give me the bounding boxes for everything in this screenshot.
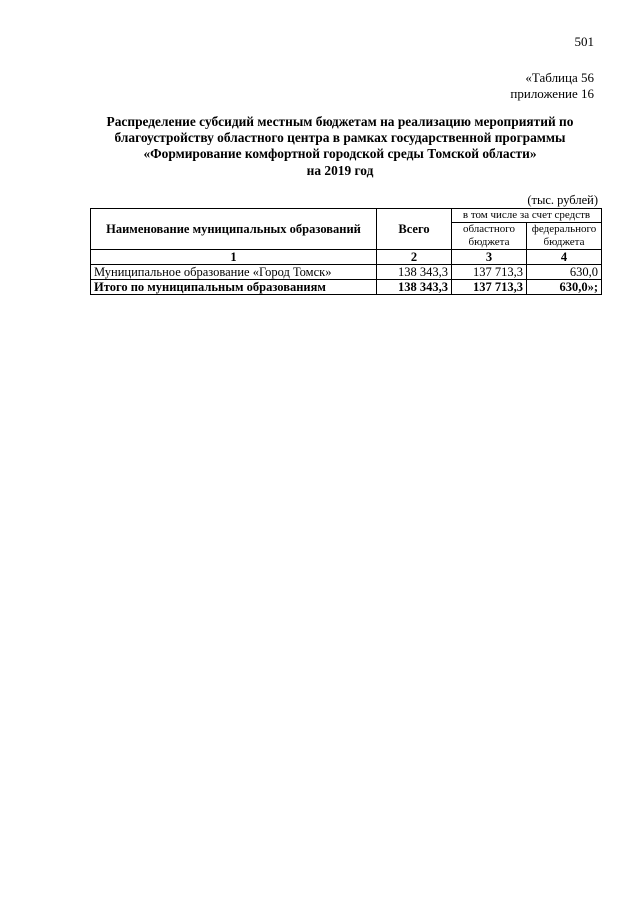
header-funding-group: в том числе за счет средств bbox=[452, 209, 602, 223]
column-number-row bbox=[91, 250, 602, 265]
title-line-4: на 2019 год bbox=[306, 162, 374, 178]
column-number-3: 3 bbox=[452, 250, 527, 265]
row-regional: 137 713,3 bbox=[452, 265, 527, 280]
title-line-3: «Формирование комфортной городской среды Томской области» bbox=[143, 146, 537, 162]
units-label: (тыс. рублей) bbox=[527, 193, 598, 207]
table-reference-line-1: «Таблица 56 bbox=[525, 70, 594, 85]
table-row bbox=[91, 265, 602, 280]
header-federal-budget: федерального бюджета bbox=[527, 223, 602, 250]
header-regional-budget: областного бюджета bbox=[452, 223, 527, 250]
title-line-1: Распределение субсидий местным бюджетам на реализацию мероприятий по bbox=[106, 114, 574, 129]
row-municipality-name: Муниципальное образование «Город Томск» bbox=[91, 265, 377, 280]
document-title bbox=[60, 114, 620, 179]
column-number-1: 1 bbox=[91, 250, 377, 265]
table-reference bbox=[510, 70, 594, 102]
row-federal: 630,0 bbox=[527, 265, 602, 280]
column-number-4: 4 bbox=[527, 250, 602, 265]
header-total: Всего bbox=[377, 209, 452, 250]
total-row-regional: 137 713,3 bbox=[452, 280, 527, 295]
subsidy-table bbox=[90, 208, 602, 295]
total-row-label: Итого по муниципальным образованиям bbox=[91, 280, 377, 295]
table-reference-line-2: приложение 16 bbox=[510, 86, 594, 101]
total-row bbox=[91, 280, 602, 295]
column-number-2: 2 bbox=[377, 250, 452, 265]
header-name: Наименование муниципальных образований bbox=[91, 209, 377, 250]
row-total: 138 343,3 bbox=[377, 265, 452, 280]
title-line-2: благоустройству областного центра в рамках государственной программы bbox=[114, 130, 566, 146]
total-row-total: 138 343,3 bbox=[377, 280, 452, 295]
page-number: 501 bbox=[574, 34, 594, 49]
header-row-1 bbox=[91, 209, 602, 223]
total-row-federal: 630,0»; bbox=[527, 280, 602, 295]
